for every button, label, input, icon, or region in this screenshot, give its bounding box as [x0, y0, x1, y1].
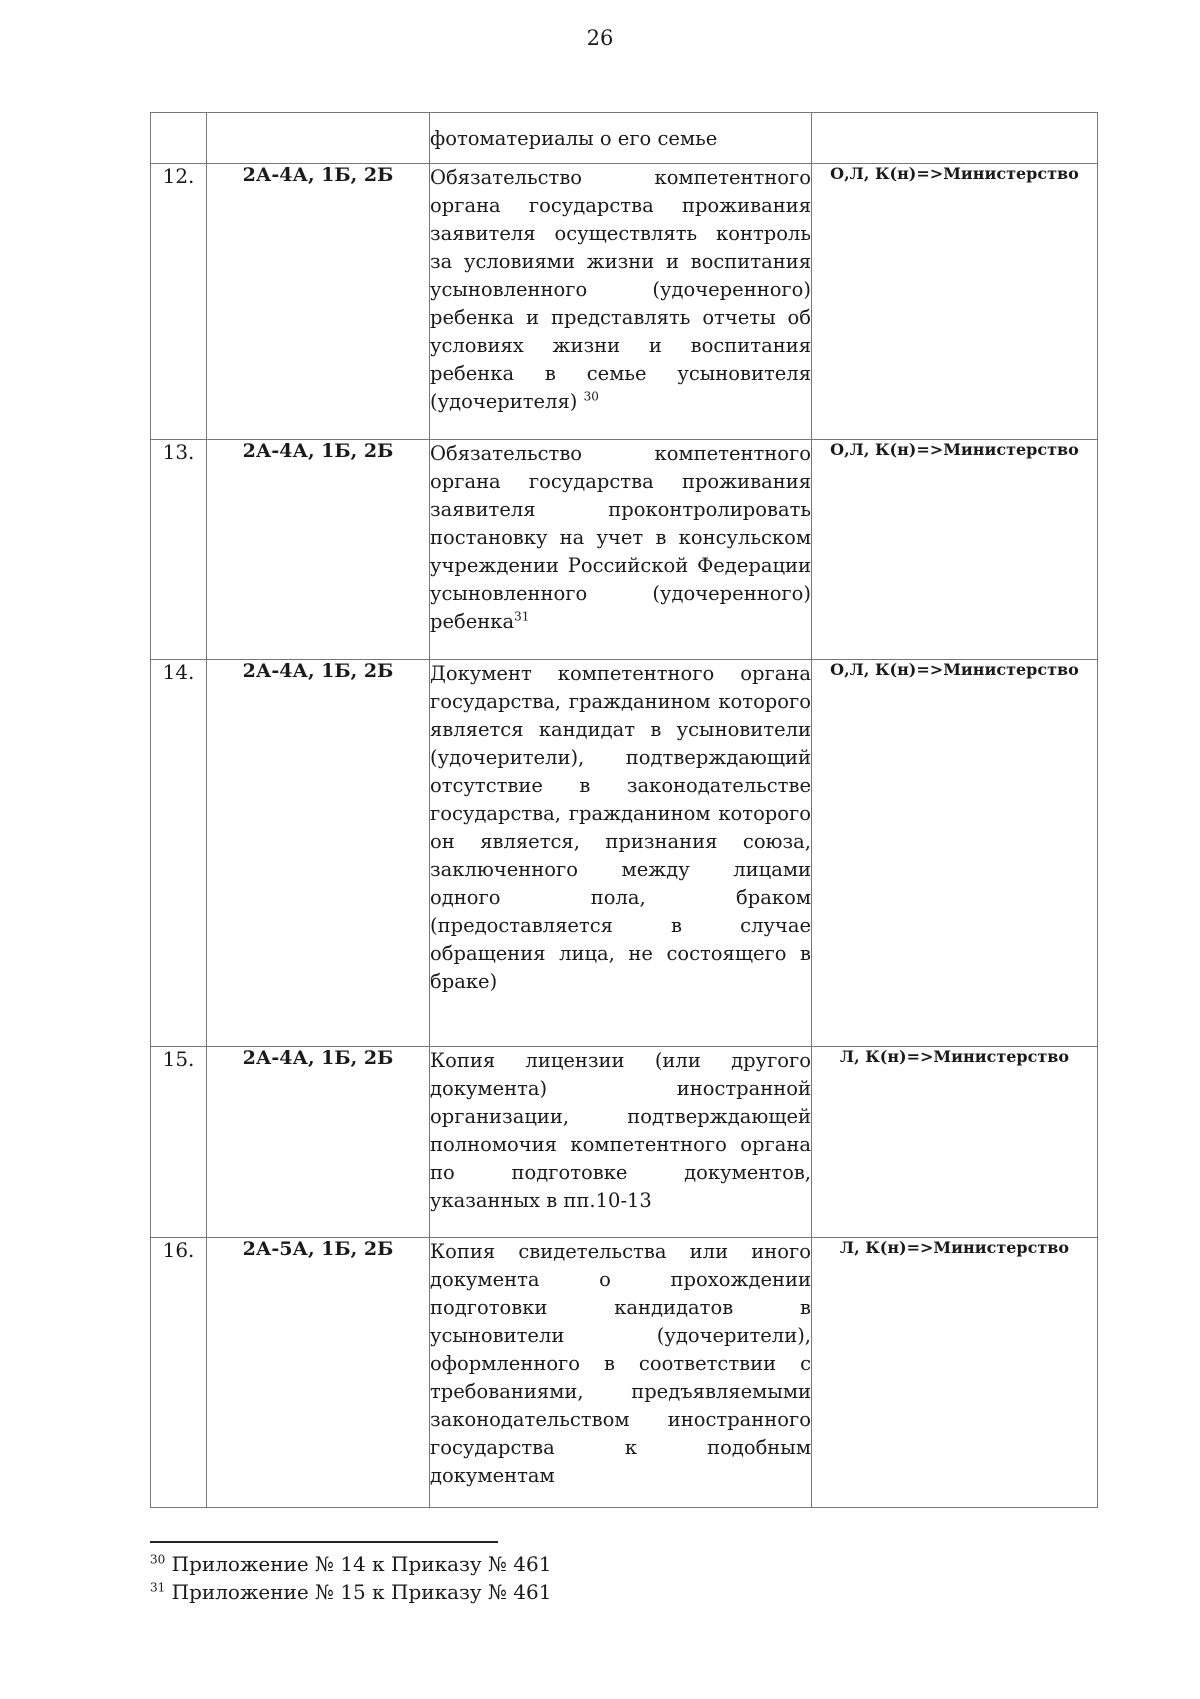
footnote-text: Приложение № 14 к Приказу № 461 [171, 1552, 552, 1576]
row-destination [812, 113, 1098, 164]
row-description: Копия лицензии (или другого документа) иностранной организации, подтверждающей полномочия компетентного органа по подготовке документов, указанных в пп.10-13 [430, 1047, 812, 1238]
table-row [151, 440, 1098, 660]
footnote [150, 1550, 850, 1578]
row-destination: Л, К(н)=>Министерство [812, 1238, 1098, 1508]
row-description: Обязательство компетентного органа государства проживания заявителя осуществлять контроль за условиями жизни и воспитания усыновленного (удочеренного) ребенка и представлять отчеты об условиях жизни и воспитания ребенка в семье усыновителя (удочерителя) $^{30}$ [430, 164, 812, 440]
documents-table [150, 112, 1098, 1508]
row-description: Документ компетентного органа государства, гражданином которого является кандидат в усыновители (удочерители), подтверждающий отсутствие в законодательстве государства, гражданином которого он является, признания союза, заключенного между лицами одного пола, браком (предоставляется в случае обращения лица, не состоящего в браке) [430, 660, 812, 1047]
row-destination: О,Л, К(н)=>Министерство [812, 660, 1098, 1047]
row-code: 2А-4А, 1Б, 2Б [207, 660, 430, 1047]
row-description: Обязательство компетентного органа государства проживания заявителя проконтролировать постановку на учет в консульском учреждении Российской Федерации усыновленного (удочеренного) ребенка$^{31}$ [430, 440, 812, 660]
footnote-text: Приложение № 15 к Приказу № 461 [171, 1580, 552, 1604]
row-code: 2А-4А, 1Б, 2Б [207, 1047, 430, 1238]
row-number: 14. [151, 660, 207, 1047]
row-destination: О,Л, К(н)=>Министерство [812, 440, 1098, 660]
row-code: 2А-5А, 1Б, 2Б [207, 1238, 430, 1508]
row-number: 12. [151, 164, 207, 440]
row-code [207, 113, 430, 164]
row-code: 2А-4А, 1Б, 2Б [207, 440, 430, 660]
footnotes [150, 1550, 850, 1606]
row-number: 16. [151, 1238, 207, 1508]
footnote-mark: 30 [150, 1552, 166, 1567]
row-destination: Л, К(н)=>Министерство [812, 1047, 1098, 1238]
footnote-mark: 31 [150, 1580, 166, 1595]
row-code: 2А-4А, 1Б, 2Б [207, 164, 430, 440]
table-row [151, 1238, 1098, 1508]
footnote [150, 1578, 850, 1606]
row-description: фотоматериалы о его семье [430, 113, 812, 164]
footnote-ref: 30 [583, 389, 599, 404]
row-number: 13. [151, 440, 207, 660]
table-row [151, 164, 1098, 440]
page-number: 26 [586, 26, 614, 50]
row-description: Копия свидетельства или иного документа о прохождении подготовки кандидатов в усыновители (удочерители), оформленного в соответствии с требованиями, предъявляемыми законодательством иностранного государства к подобным документам [430, 1238, 812, 1508]
footnote-separator [150, 1541, 498, 1543]
footnote-ref: 31 [514, 609, 530, 624]
table-row [151, 1047, 1098, 1238]
table-row [151, 113, 1098, 164]
row-destination: О,Л, К(н)=>Министерство [812, 164, 1098, 440]
row-number [151, 113, 207, 164]
table-row [151, 660, 1098, 1047]
row-number: 15. [151, 1047, 207, 1238]
